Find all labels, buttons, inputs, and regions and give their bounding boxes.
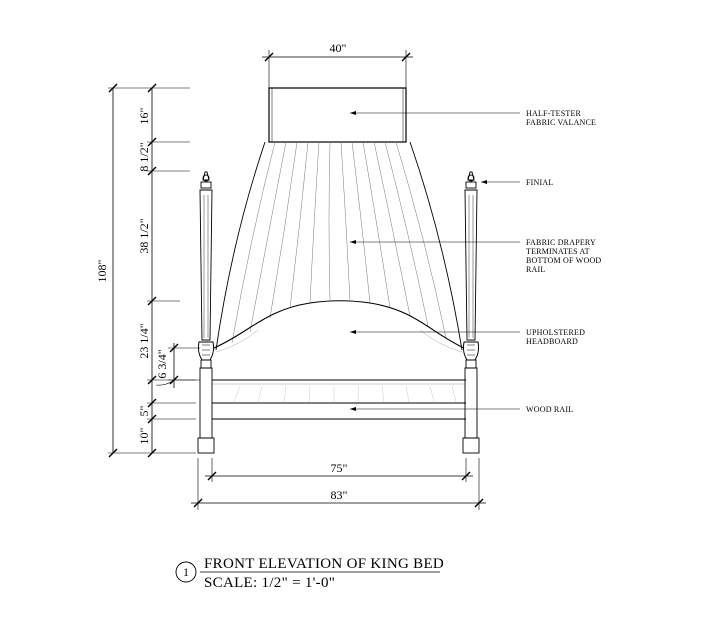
note-headboard-line-2: HEADBOARD	[526, 337, 579, 346]
dim-label-16: 16"	[137, 107, 151, 125]
dim-label-40: 40"	[329, 41, 347, 55]
note-valance-line-2: FABRIC VALANCE	[526, 118, 597, 127]
half-tester-valance	[269, 88, 406, 142]
dim-label-23-1-4: 23 1/4"	[137, 323, 151, 359]
dimension-108	[95, 84, 117, 457]
fabric-drapery	[216, 142, 462, 350]
upholstered-headboard	[212, 301, 466, 402]
note-drapery-line-2: TERMINATES AT	[526, 247, 590, 256]
drawing-scale: SCALE: 1/2" = 1'-0"	[204, 575, 336, 591]
dimension-75	[205, 458, 473, 482]
dimension-40	[262, 41, 413, 88]
wood-rail	[212, 403, 466, 419]
title-block	[176, 556, 444, 591]
note-drapery-line-4: RAIL	[526, 265, 546, 274]
dim-label-5: 5"	[137, 405, 151, 417]
right-bed-post	[463, 172, 479, 453]
dimension-6-3-4	[155, 343, 200, 388]
dim-label-10: 10"	[137, 427, 151, 445]
dim-label-6-3-4: 6 3/4"	[155, 349, 169, 379]
drawing-title: FRONT ELEVATION OF KING BED	[204, 556, 445, 572]
note-valance-line-1: HALF-TESTER	[526, 109, 582, 118]
chain-dimensions	[137, 84, 156, 457]
dim-label-83: 83"	[330, 488, 348, 502]
left-bed-post	[198, 172, 214, 453]
drawing-number: 1	[183, 565, 189, 579]
note-drapery-line-3: BOTTOM OF WOOD	[526, 256, 602, 265]
note-finial: FINIAL	[526, 178, 554, 187]
leader-lines	[350, 113, 520, 409]
dim-label-38-1-2: 38 1/2"	[137, 218, 151, 254]
note-wood-rail: WOOD RAIL	[526, 405, 574, 414]
dim-label-108: 108"	[95, 259, 109, 283]
note-drapery-line-1: FABRIC DRAPERY	[526, 238, 597, 247]
note-headboard-line-1: UPHOLSTERED	[526, 328, 586, 337]
dim-label-8-1-2: 8 1/2"	[137, 142, 151, 172]
dim-label-75: 75"	[330, 461, 348, 475]
leader-arrowheads	[350, 111, 487, 411]
